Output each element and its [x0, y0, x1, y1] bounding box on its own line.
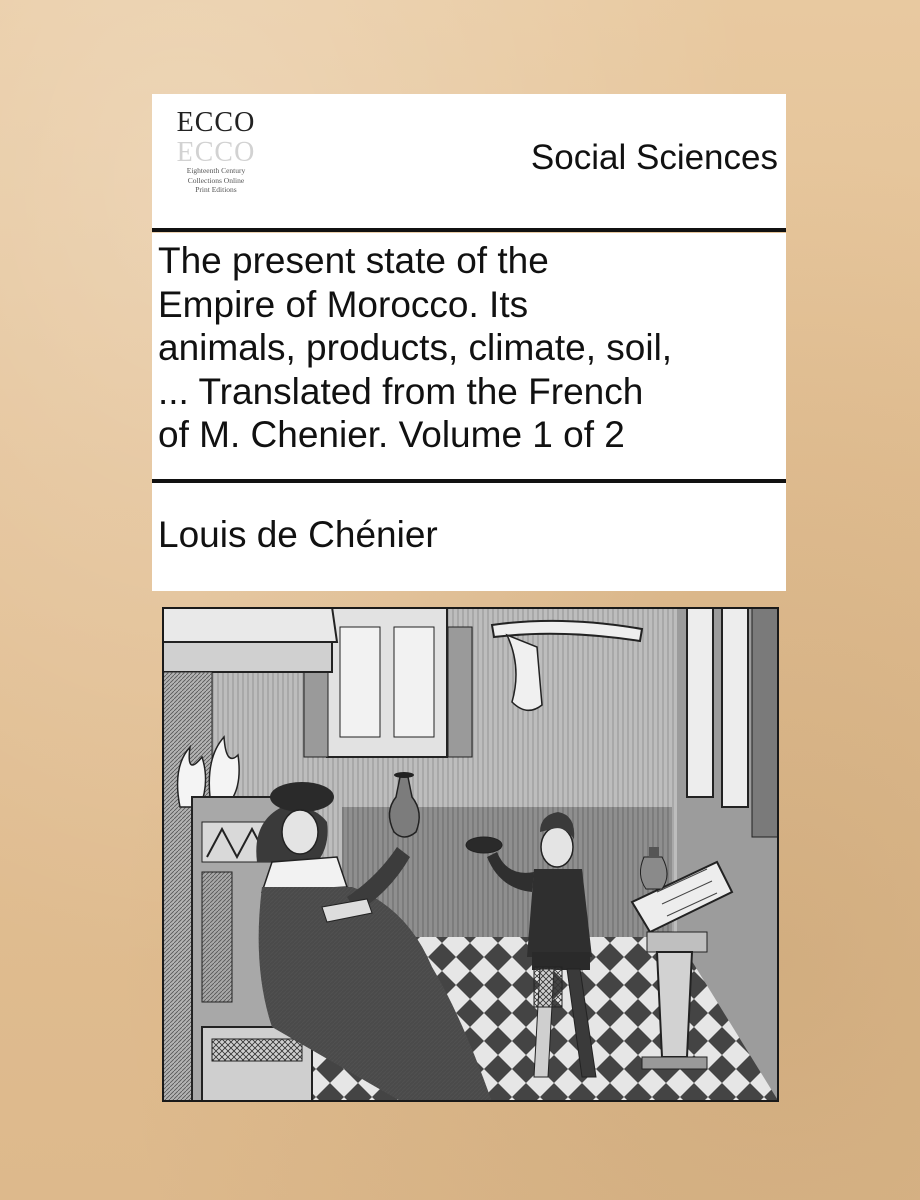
header-panel [152, 94, 786, 229]
book-title [158, 239, 776, 457]
category-label: Social Sciences [530, 138, 778, 177]
logo-reflection: ECCO [176, 135, 256, 166]
logo-sub-line: Eighteenth Century [186, 166, 246, 175]
title-line: of M. Chenier. Volume 1 of 2 [158, 414, 625, 455]
author-name: Louis de Chénier [158, 514, 438, 555]
woodcut-scholar-scene-icon [162, 607, 779, 1102]
title-line: The present state of the [158, 240, 549, 281]
title-line: Empire of Morocco. Its [158, 283, 529, 325]
logo-sub-line: Collections Online [187, 175, 245, 185]
ecco-logo [170, 108, 262, 212]
title-panel [152, 233, 786, 480]
logo-text: ECCO [176, 107, 256, 138]
logo-subtitle [170, 166, 262, 195]
title-line: animals, products, climate, soil, [158, 327, 673, 368]
divider-rule [152, 228, 786, 232]
title-line: ... Translated from the French [158, 370, 644, 412]
logo-sub-line: Print Editions [195, 185, 237, 194]
woodcut-illustration [162, 607, 779, 1102]
author-panel [152, 483, 786, 591]
